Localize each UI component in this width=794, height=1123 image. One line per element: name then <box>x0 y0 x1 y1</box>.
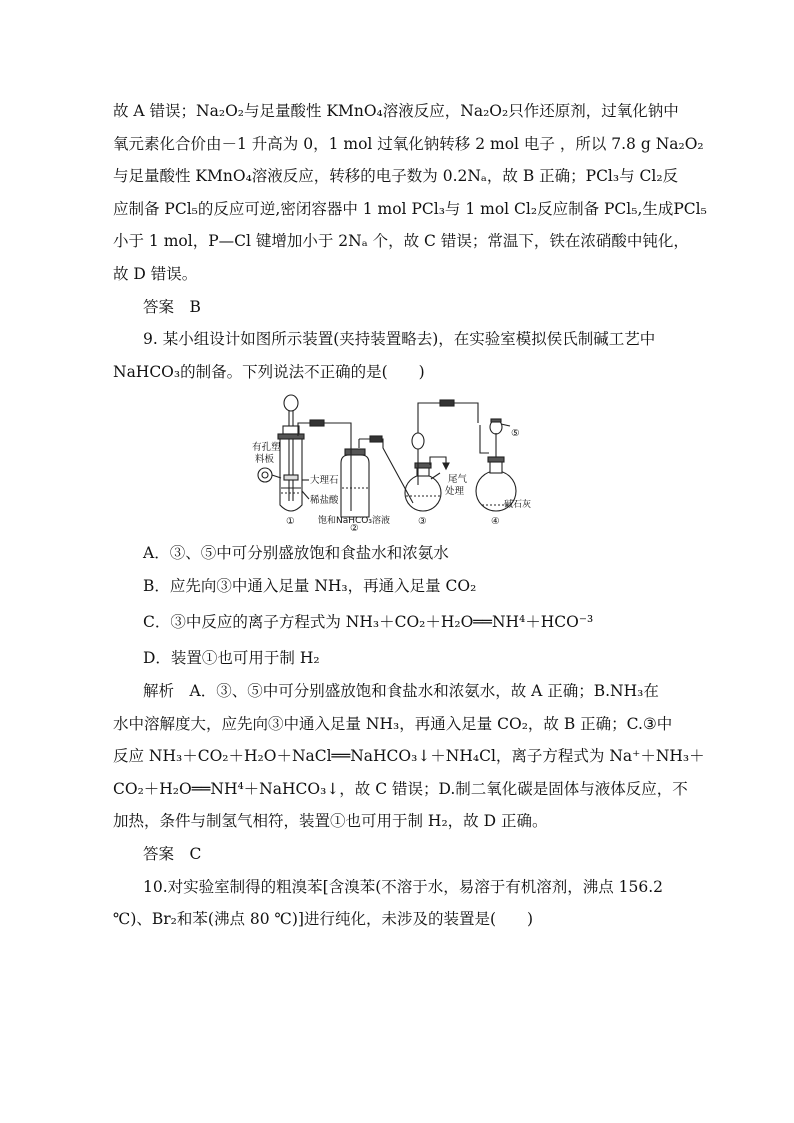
question-10-stem: 10.对实验室制得的粗溴苯[含溴苯(不溶于水，易溶于有机溶剂，沸点 156.2 <box>143 877 664 896</box>
text-line: 故 D 错误。 <box>113 264 198 283</box>
answer-label: 答案 C <box>143 844 202 863</box>
label-n1: ① <box>286 516 295 527</box>
text-line: 小于 1 mol，P—Cl 键增加小于 2Nₐ 个，故 C 错误；常温下，铁在浓硝酸中钝化， <box>113 232 689 251</box>
label-n3: ③ <box>418 516 427 527</box>
funnel-bulb-3 <box>412 433 424 449</box>
wash-bottle-2 <box>341 455 369 517</box>
label-tail-gas-2: 处理 <box>445 486 465 497</box>
text-line: 故 A 错误；Na₂O₂与足量酸性 KMnO₄溶液反应，Na₂O₂只作还原剂，过氧化钠中 <box>113 102 679 120</box>
question-9-analysis <box>113 675 705 936</box>
question-9-stem-cont: NaHCO₃的制备。下列说法不正确的是( ) <box>113 362 425 381</box>
label-soda-lime: 碱石灰 <box>504 500 532 510</box>
analysis-line: 水中溶解度大，应先向③中通入足量 NH₃，再通入足量 CO₂，故 B 正确；C.③中 <box>113 714 673 733</box>
option-c: C．③中反应的离子方程式为 NH₃＋CO₂＋H₂O══NH⁴＋HCO⁻³ <box>143 613 594 631</box>
text-line: 与足量酸性 KMnO₄溶液反应，转移的电子数为 0.2Nₐ，故 B 正确；PCl₃与 Cl₂反 <box>113 167 679 186</box>
label-n2: ② <box>350 523 359 534</box>
answer-label: 答案 B <box>143 297 201 316</box>
option-d: D．装置①也可用于制 H₂ <box>143 649 320 667</box>
label-plastic-board-2: 料板 <box>255 454 275 465</box>
apparatus-figure <box>248 393 532 534</box>
option-a: A．③、⑤中可分别盛放饱和食盐水和浓氨水 <box>143 544 449 562</box>
flask-3 <box>405 475 441 511</box>
label-tail-gas-1: 尾气 <box>448 474 468 485</box>
option-b: B．应先向③中通入足量 NH₃，再通入足量 CO₂ <box>143 577 477 595</box>
analysis-line: CO₂＋H₂O══NH⁴＋NaHCO₃↓，故 C 错误；D.制二氧化碳是固体与液体反应，不 <box>113 779 688 798</box>
apparatus-diagram <box>248 393 532 534</box>
label-dilute-hcl: 稀盐酸 <box>310 495 339 506</box>
question-10-stem-cont: ℃)、Br₂和苯(沸点 80 ℃)]进行纯化，未涉及的装置是( ) <box>113 910 534 929</box>
label-n5: ⑤ <box>511 428 520 439</box>
question-9-stem: 9. 某小组设计如图所示装置(夹持装置略去)，在实验室模拟侯氏制碱工艺中 <box>143 330 656 349</box>
analysis-line: 加热，条件与制氢气相符，装置①也可用于制 H₂，故 D 正确。 <box>113 812 548 831</box>
previous-answer-explanation <box>113 95 707 388</box>
label-plastic-board: 有孔塑 <box>252 442 281 453</box>
label-marble: 大理石 <box>310 475 339 486</box>
label-n4: ④ <box>491 516 500 527</box>
perforated-board-icon <box>258 468 272 482</box>
funnel-bulb-1 <box>284 395 298 411</box>
text-line: 氧元素化合价由－1 升高为 0，1 mol 过氧化钠转移 2 mol 电子 ，所以 7.8 g Na₂O₂ <box>113 134 704 153</box>
label-saturated-solution: 饱和NaHCO₃溶液 <box>318 516 390 526</box>
analysis-line: 反应 NH₃＋CO₂＋H₂O＋NaCl══NaHCO₃↓＋NH₄Cl，离子方程式为 Na⁺＋NH₃＋ <box>113 747 705 766</box>
text-line: 应制备 PCl₅的反应可逆,密闭容器中 1 mol PCl₃与 1 mol Cl₂反应制备 PCl₅,生成PCl₅ <box>113 199 707 218</box>
analysis-line: 解析 A．③、⑤中可分别盛放饱和食盐水和浓氨水，故 A 正确；B.NH₃在 <box>143 682 659 700</box>
